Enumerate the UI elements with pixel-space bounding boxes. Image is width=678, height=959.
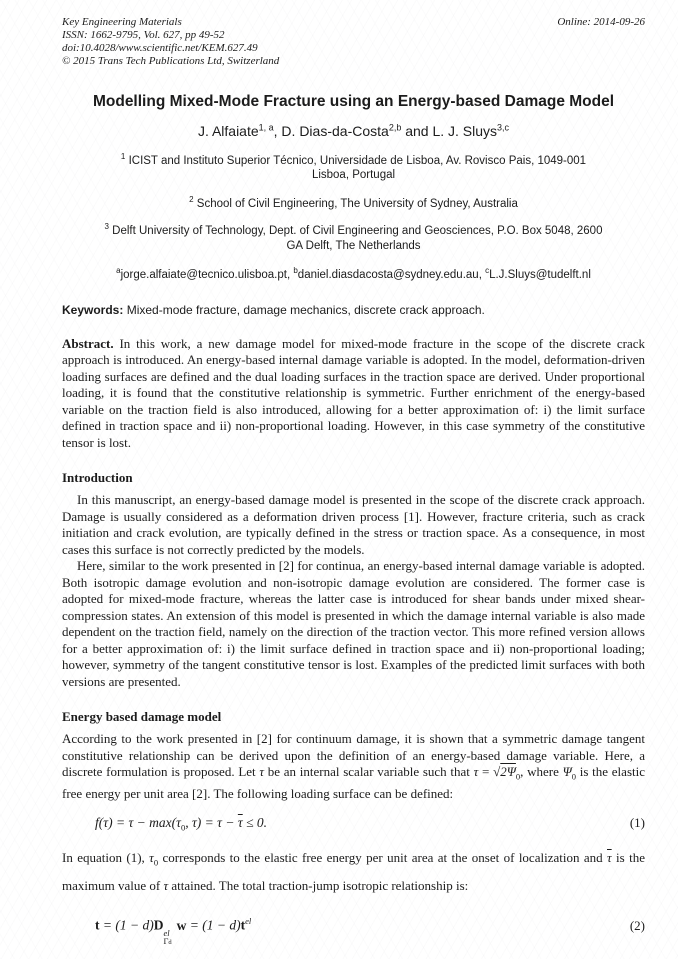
author-1	[198, 123, 274, 139]
math-d: d	[229, 917, 237, 933]
equation-1-math	[95, 815, 267, 833]
author-3	[401, 123, 509, 139]
energy-text-4: is the elastic free energy per unit area [2]. The following loading surface can be defined:	[62, 764, 645, 801]
energy-model-paragraph	[62, 731, 645, 802]
math-tau-bar: $\overline{\tau}$	[607, 849, 612, 865]
journal-copyright: © 2015 Trans Tech Publications Ltd, Switzerland	[62, 55, 280, 67]
math-tau: τ	[473, 764, 479, 780]
text-run: In equation (1),	[62, 849, 150, 865]
email-3: L.J.Sluys@tudelft.nl	[489, 268, 591, 281]
authors-line	[62, 118, 645, 141]
math-superscript-el	[245, 916, 251, 926]
math-gamma-sub-d: d	[168, 938, 172, 946]
affiliation-2	[104, 192, 604, 212]
author-2-name: , D. Dias-da-Costa	[273, 122, 389, 139]
journal-header	[62, 16, 645, 68]
math-bold-w: w	[176, 917, 187, 933]
equation-2-math	[95, 916, 251, 947]
math-tau: τ	[163, 878, 169, 894]
equation-2-number: (2)	[629, 917, 645, 933]
author-2	[274, 123, 402, 139]
journal-name: Key Engineering Materials	[62, 16, 182, 28]
math-run: , τ) = τ −	[185, 815, 238, 831]
math-psi: Ψ	[562, 764, 572, 780]
author-3-name: and L. J. Sluys	[401, 122, 498, 139]
affiliation-2-marker: 2	[189, 195, 194, 205]
text-run: corresponds to the elastic free energy per unit area at the onset of localization and	[158, 849, 607, 865]
math-d: d	[142, 917, 150, 933]
math-two-psi: 2Ψ	[500, 764, 516, 780]
abstract-label: Abstract.	[62, 335, 114, 351]
author-1-name: J. Alfaiate	[197, 122, 259, 139]
equation-2	[62, 916, 645, 947]
email-separator-2: ,	[478, 268, 486, 281]
math-run: (τ) = τ − max(τ	[98, 815, 181, 831]
online-date: Online: 2014-09-26	[557, 16, 645, 28]
keywords-line	[62, 303, 645, 318]
math-equals: =	[478, 764, 494, 780]
email-3-marker: c	[485, 266, 490, 276]
math-bold-D: D	[153, 917, 164, 933]
math-el: el	[245, 916, 252, 927]
journal-doi: doi:10.4028/www.scientific.net/KEM.627.49	[62, 42, 258, 54]
energy-text-1: According to the work presented in [2] for continuum damage, it is shown that a symmetric damage tangent constitutive relationship can be derived upon the definition of an energy-based damage variable. Here, a discrete formulation is proposed. Let	[62, 731, 645, 780]
keywords-text: Mixed-mode fracture, damage mechanics, discrete crack approach.	[123, 302, 485, 317]
equation-1-number: (1)	[629, 815, 645, 831]
journal-info	[62, 16, 279, 68]
math-subscript-gamma-d	[163, 937, 171, 947]
author-3-marker: 3,c	[497, 122, 510, 132]
math-D-scripts	[163, 929, 171, 947]
section-heading-introduction: Introduction	[62, 470, 133, 486]
math-run: = (1 −	[99, 917, 143, 933]
math-subscript-zero: 0	[153, 857, 159, 868]
journal-issn: ISSN: 1662-9795, Vol. 627, pp 49-52	[62, 29, 225, 41]
author-1-marker: 1, a	[258, 122, 274, 132]
math-subscript-zero: 0	[571, 772, 577, 783]
math-subscript-zero: 0	[180, 822, 186, 833]
math-bold-t: t	[95, 917, 100, 933]
math-tau-bar: $\overline{\tau}$	[237, 815, 243, 831]
energy-text-3: , where	[520, 764, 563, 780]
math-subscript-zero: 0	[515, 772, 521, 783]
math-run: ≤ 0.	[242, 815, 267, 831]
affiliation-2-text: School of Civil Engineering, The University of Sydney, Australia	[193, 198, 518, 211]
math-bold-t: t	[240, 917, 246, 933]
email-2-marker: b	[293, 266, 298, 276]
after-equation-1-paragraph	[62, 846, 645, 898]
abstract-paragraph	[62, 336, 645, 452]
email-1: jorge.alfaiate@tecnico.ulisboa.pt	[120, 268, 287, 281]
affiliation-1-text: ICIST and Instituto Superior Técnico, Universidade de Lisboa, Av. Rovisco Pais, 1049-001 Lisboa, Portugal	[125, 154, 587, 182]
section-heading-energy-model: Energy based damage model	[62, 709, 222, 725]
math-f: f	[95, 815, 99, 831]
math-radicand	[500, 764, 516, 779]
paper-title: Modelling Mixed-Mode Fracture using an Energy-based Damage Model	[92, 93, 615, 110]
affiliation-3-marker: 3	[104, 222, 109, 232]
text-run: attained. The total traction-jump isotropic relationship is:	[168, 878, 469, 894]
math-tau: τ	[149, 849, 154, 865]
text-run: is the maximum value of	[62, 849, 645, 894]
abstract-text: In this work, a new damage model for mixed-mode fracture in the scope of the discrete crack approach is introduced. An energy-based internal damage variable is adopted. In the model, deformation-driven loading surfaces are defined and the dual loading surfaces in the traction space are derived. Under proportional loading, it is found that the constitutive relationship is symmetric. Further enrichment of the energy-based variable on the traction field is also introduced, allowing for a better approximation of: i) the limit surface defined in traction space and ii) non-proportional loading. However, in this case symmetry of the constitutive tensor is lost.	[62, 335, 645, 450]
affiliation-3	[104, 219, 604, 254]
introduction-paragraph-2: Here, similar to the work presented in [2] for continua, an energy-based internal damage variable is adopted. Both isotropic damage evolution and non-isotropic damage evolution are considered. The former case is adopted for mixed-mode fracture, whereas the latter case is introduced for shear bands under mixed shear-compression states. An extension of this model is presented in which the damage internal variable is also made dependent on the traction field, namely on the direction of the traction vector. This more refined version allows for a better approximation of: i) the limit surface defined in traction space and ii) non-proportional loading; however, symmetry of the tangent constitutive tensor is lost. Examples of the predicted limit surfaces with both versions are presented.	[62, 558, 645, 689]
affiliation-1-marker: 1	[120, 151, 126, 161]
math-tau: τ	[259, 764, 265, 780]
affiliation-1	[104, 149, 604, 184]
math-gamma: Γ	[163, 935, 169, 946]
equation-1	[62, 815, 645, 833]
email-2: daniel.diasdacosta@sydney.edu.au	[297, 268, 479, 281]
math-run: )	[236, 917, 241, 933]
energy-text-2: be an internal scalar variable such that	[264, 764, 474, 780]
affiliation-3-text: Delft University of Technology, Dept. of Civil Engineering and Geosciences, P.O. Box 5048, 2600 GA Delft, The Netherlands	[108, 225, 603, 253]
author-2-marker: 2,b	[388, 122, 402, 132]
email-1-marker: a	[116, 266, 121, 276]
keywords-label: Keywords:	[62, 302, 124, 317]
math-run: )	[149, 917, 154, 933]
emails-line	[62, 263, 645, 283]
math-run: = (1 −	[186, 917, 230, 933]
math-sqrt-sign: √	[493, 764, 501, 780]
math-el: el	[163, 927, 170, 938]
email-separator-1: ,	[286, 268, 294, 281]
introduction-paragraph-1: In this manuscript, an energy-based damage model is presented in the scope of the discrete crack approach. Damage is usually considered as a deformation driven process [1]. However, fracture criteria, such as crack initiation and crack evolution, are typically defined in the stress or traction space. As a consequence, in most cases this surface is not correctly predicted by the models.	[62, 492, 645, 557]
